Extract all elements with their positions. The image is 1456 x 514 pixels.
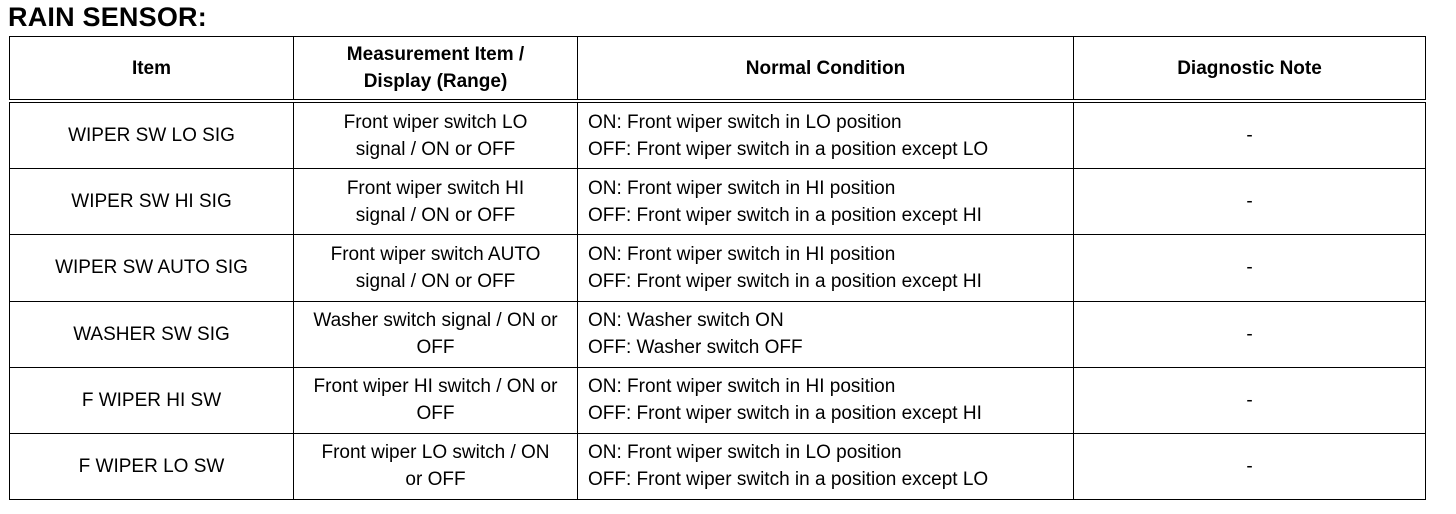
- row-normal-condition: [578, 367, 1074, 433]
- row-normal-condition: [578, 301, 1074, 367]
- condition-on-text: ON: Front wiper switch in HI position: [588, 376, 896, 398]
- condition-off-text: OFF: Front wiper switch in a position except HI: [588, 270, 982, 292]
- condition-off-text: OFF: Washer switch OFF: [588, 337, 803, 359]
- row-diagnostic-note: -: [1074, 367, 1426, 433]
- row-measurement: [294, 433, 578, 499]
- row-measurement-text: Front wiper LO switch / ON or OFF: [321, 442, 550, 491]
- row-measurement-text: Front wiper switch HI signal / ON or OFF: [346, 177, 525, 226]
- row-measurement-text: Washer switch signal / ON or OFF: [313, 310, 558, 359]
- condition-on-text: ON: Front wiper switch in LO position: [588, 111, 902, 133]
- condition-on-text: ON: Front wiper switch in HI position: [588, 243, 896, 265]
- row-measurement-text: Front wiper switch AUTO signal / ON or OFF: [330, 243, 541, 292]
- table-row: [10, 169, 1426, 235]
- header-diagnostic-note: Diagnostic Note: [1074, 37, 1426, 102]
- row-diagnostic-note: -: [1074, 235, 1426, 301]
- condition-on-text: ON: Front wiper switch in HI position: [588, 177, 896, 199]
- row-normal-condition: [578, 101, 1074, 169]
- table-row: [10, 101, 1426, 169]
- rain-sensor-table: [9, 36, 1426, 500]
- table-row: [10, 367, 1426, 433]
- row-normal-condition: [578, 235, 1074, 301]
- header-measurement: [294, 37, 578, 102]
- row-measurement-text: Front wiper HI switch / ON or OFF: [313, 376, 558, 425]
- row-measurement: [294, 301, 578, 367]
- condition-off-text: OFF: Front wiper switch in a position except LO: [588, 138, 989, 160]
- header-measurement-label: Measurement Item / Display (Range): [346, 44, 525, 92]
- page-title: RAIN SENSOR:: [8, 2, 207, 32]
- header-normal-condition: Normal Condition: [578, 37, 1074, 102]
- table-row: [10, 301, 1426, 367]
- table-row: [10, 433, 1426, 499]
- row-measurement: [294, 169, 578, 235]
- row-measurement: [294, 235, 578, 301]
- row-measurement: [294, 101, 578, 169]
- condition-on-text: ON: Washer switch ON: [588, 310, 784, 332]
- row-item: WIPER SW HI SIG: [10, 169, 294, 235]
- row-diagnostic-note: -: [1074, 101, 1426, 169]
- row-diagnostic-note: -: [1074, 301, 1426, 367]
- row-normal-condition: [578, 169, 1074, 235]
- row-measurement: [294, 367, 578, 433]
- table-row: [10, 235, 1426, 301]
- row-item: WASHER SW SIG: [10, 301, 294, 367]
- row-measurement-text: Front wiper switch LO signal / ON or OFF: [343, 111, 528, 160]
- condition-on-text: ON: Front wiper switch in LO position: [588, 442, 902, 464]
- table-header-row: [10, 37, 1426, 102]
- row-normal-condition: [578, 433, 1074, 499]
- header-item: Item: [10, 37, 294, 102]
- condition-off-text: OFF: Front wiper switch in a position except LO: [588, 469, 989, 491]
- row-item: WIPER SW LO SIG: [10, 101, 294, 169]
- row-diagnostic-note: -: [1074, 433, 1426, 499]
- condition-off-text: OFF: Front wiper switch in a position except HI: [588, 204, 982, 226]
- row-diagnostic-note: -: [1074, 169, 1426, 235]
- row-item: F WIPER LO SW: [10, 433, 294, 499]
- condition-off-text: OFF: Front wiper switch in a position except HI: [588, 403, 982, 425]
- row-item: F WIPER HI SW: [10, 367, 294, 433]
- row-item: WIPER SW AUTO SIG: [10, 235, 294, 301]
